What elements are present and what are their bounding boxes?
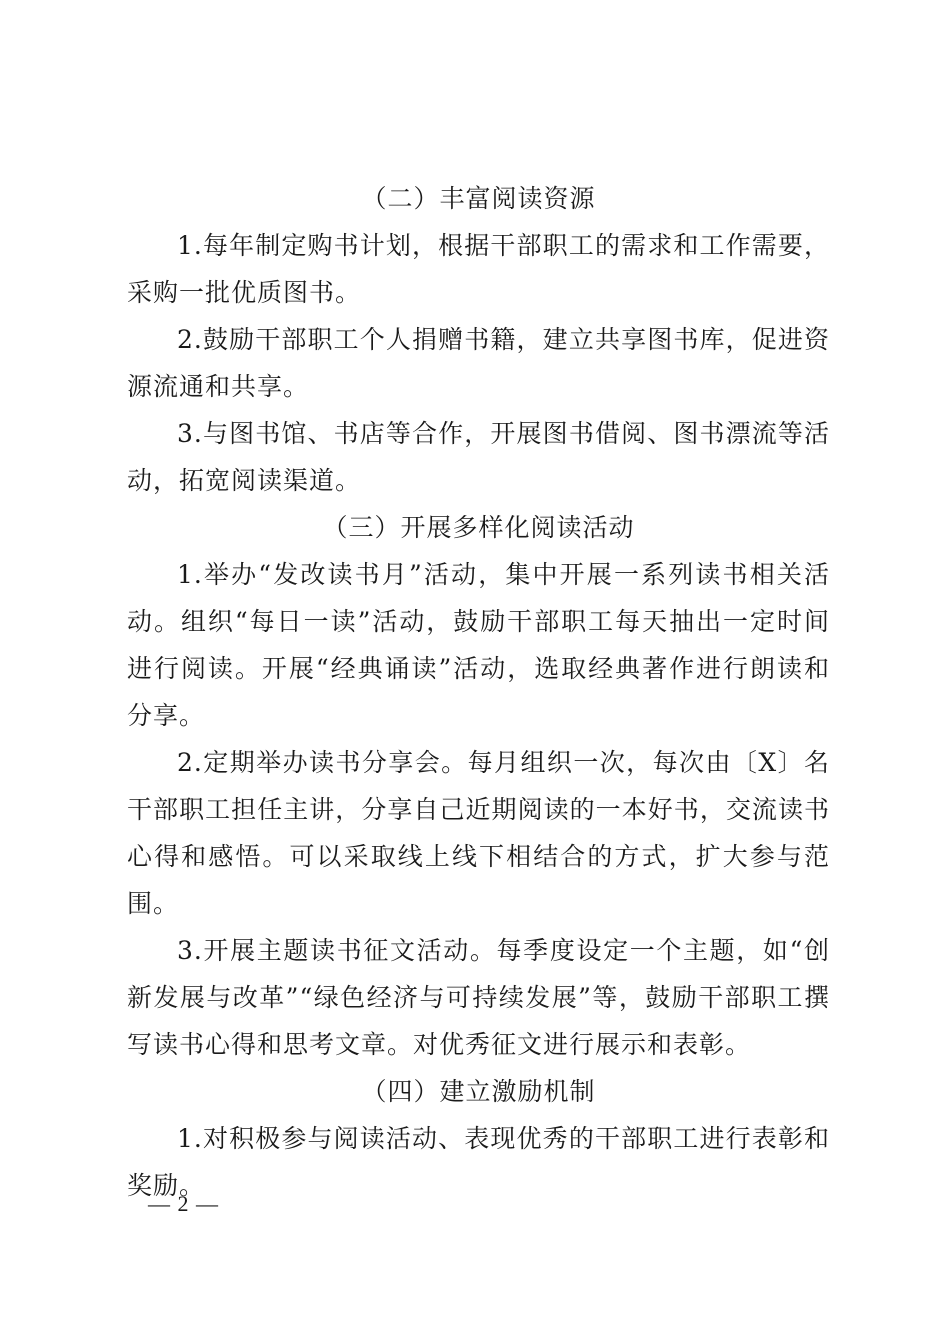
paragraph-2-1: 1.每年制定购书计划，根据干部职工的需求和工作需要，采购一批优质图书。	[127, 231, 830, 307]
paragraph-2-3: 3.与图书馆、书店等合作，开展图书借阅、图书漂流等活动，拓宽阅读渠道。	[127, 419, 830, 495]
paragraph-3-2: 2.定期举办读书分享会。每月组织一次，每次由〔X〕名干部职工担任主讲，分享自己近期阅读的一本好书，交流读书心得和感悟。可以采取线上线下相结合的方式，扩大参与范围。	[127, 748, 830, 918]
document-body	[127, 175, 830, 1209]
paragraph-2-2: 2.鼓励干部职工个人捐赠书籍，建立共享图书库，促进资源流通和共享。	[127, 325, 830, 401]
paragraph-3-3: 3.开展主题读书征文活动。每季度设定一个主题，如“创新发展与改革”“绿色经济与可持续发展”等，鼓励干部职工撰写读书心得和思考文章。对优秀征文进行展示和表彰。	[127, 936, 830, 1059]
paragraph-3-1: 1.举办“发改读书月”活动，集中开展一系列读书相关活动。组织“每日一读”活动，鼓励干部职工每天抽出一定时间进行阅读。开展“经典诵读”活动，选取经典著作进行朗读和分享。	[127, 560, 830, 730]
section-heading-4: （四）建立激励机制	[361, 1077, 596, 1106]
section-heading-2: （二）丰富阅读资源	[361, 184, 596, 213]
section-heading-3: （三）开展多样化阅读活动	[322, 513, 635, 542]
paragraph-4-1: 1.对积极参与阅读活动、表现优秀的干部职工进行表彰和奖励。	[127, 1124, 830, 1200]
page-number: — 2 —	[148, 1191, 219, 1216]
